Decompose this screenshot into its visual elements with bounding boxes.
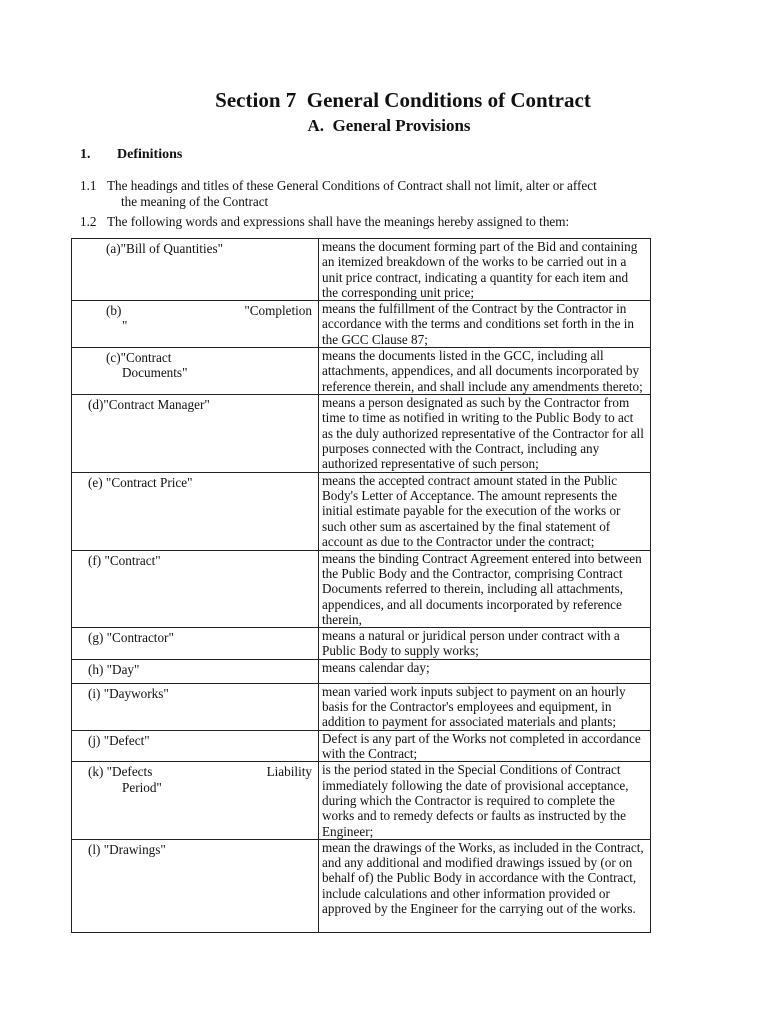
definition-meaning: means the binding Contract Agreement entered into between the Public Body and the Contractor, comprising Contract Documents referred to therein, including all attachments, appendices, and all documents incorporated by reference therein, <box>319 550 651 627</box>
section-title: Section 7 General Conditions of Contract <box>215 88 591 112</box>
paragraph-text-line1: The headings and titles of these General Conditions of Contract shall not limit, alter or affect <box>107 178 597 193</box>
definition-meaning: means calendar day; <box>319 659 651 683</box>
table-row <box>72 659 651 683</box>
definitions-table <box>71 238 651 933</box>
paragraph-1-1 <box>80 178 660 209</box>
table-row <box>72 550 651 627</box>
table-row <box>72 395 651 472</box>
paragraph-text-line2: the meaning of the Contract <box>121 193 269 209</box>
paragraph-1-2 <box>80 214 660 230</box>
definition-term <box>72 762 319 839</box>
paragraph-text-line1: The following words and expressions shall have the meanings hereby assigned to them: <box>107 214 570 229</box>
definition-meaning: means the accepted contract amount stated in the Public Body's Letter of Acceptance. The amount represents the initial estimate payable for the execution of the works or such other sum as ascertained by the final statement of account as due to the Contractor under the contract; <box>319 472 651 550</box>
definition-meaning: means the fulfillment of the Contract by the Contractor in accordance with the terms and conditions set forth in the in the GCC Clause 87; <box>319 301 651 348</box>
term-part: Liability <box>266 764 312 780</box>
table-row <box>72 839 651 932</box>
term-part: (c)"Contract <box>106 350 172 366</box>
section-subtitle: A. General Provisions <box>307 116 471 135</box>
definition-term: (a)"Bill of Quantities" <box>72 239 319 301</box>
definition-meaning: is the period stated in the Special Conditions of Contract immediately following the date of provisional acceptance, during which the Contractor is required to complete the works and to remedy defects or faults as instructed by the Engineer; <box>319 762 651 839</box>
term-part: "Completion <box>244 303 312 319</box>
table-row <box>72 762 651 839</box>
definition-meaning: means a person designated as such by the Contractor from time to time as notified in writing to the Public Body to act as the duly authorized representative of the Contractor for all purposes connected with the Contract, including any authorized representative of such person; <box>319 395 651 472</box>
definition-term: (l) "Drawings" <box>72 839 319 932</box>
paragraph-number: 1.1 <box>80 178 97 193</box>
definition-meaning: means a natural or juridical person under contract with a Public Body to supply works; <box>319 628 651 660</box>
table-row <box>72 348 651 395</box>
table-row <box>72 628 651 660</box>
table-row <box>72 683 651 730</box>
definition-term: (f) "Contract" <box>72 550 319 627</box>
heading-text: Definitions <box>117 147 183 162</box>
definition-term: (g) "Contractor" <box>72 628 319 660</box>
definition-term: (d)"Contract Manager" <box>72 395 319 472</box>
term-part: Period" <box>122 779 162 795</box>
definition-term: (e) "Contract Price" <box>72 472 319 550</box>
definition-term: (j) "Defect" <box>72 730 319 762</box>
table-row <box>72 730 651 762</box>
table-row <box>72 239 651 301</box>
term-part: (k) "Defects <box>88 764 153 780</box>
table-row <box>72 301 651 348</box>
definition-meaning: mean varied work inputs subject to payment on an hourly basis for the Contractor's employees and equipment, in addition to payment for associated materials and plants; <box>319 683 651 730</box>
definition-term <box>72 301 319 348</box>
heading-number: 1. <box>80 147 91 162</box>
definition-meaning: Defect is any part of the Works not completed in accordance with the Contract; <box>319 730 651 762</box>
definition-meaning: means the documents listed in the GCC, including all attachments, appendices, and all documents incorporated by reference therein, and shall include any amendments thereto; <box>319 348 651 395</box>
term-part: Documents" <box>122 365 188 381</box>
term-part: " <box>122 318 128 334</box>
definition-term: (h) "Day" <box>72 659 319 683</box>
definition-term: (i) "Dayworks" <box>72 683 319 730</box>
definition-meaning: means the document forming part of the Bid and containing an itemized breakdown of the works to be carried out in a unit price contract, indicating a quantity for each item and the corresponding unit price; <box>319 239 651 301</box>
definition-meaning: mean the drawings of the Works, as included in the Contract, and any additional and modified drawings issued by (or on behalf of) the Public Body in accordance with the Contract, include calculations and other information provided or approved by the Engineer for the carrying out of the works. <box>319 839 651 932</box>
term-part: (b) <box>106 303 122 319</box>
table-row <box>72 472 651 550</box>
paragraph-number: 1.2 <box>80 214 97 229</box>
definition-term <box>72 348 319 395</box>
